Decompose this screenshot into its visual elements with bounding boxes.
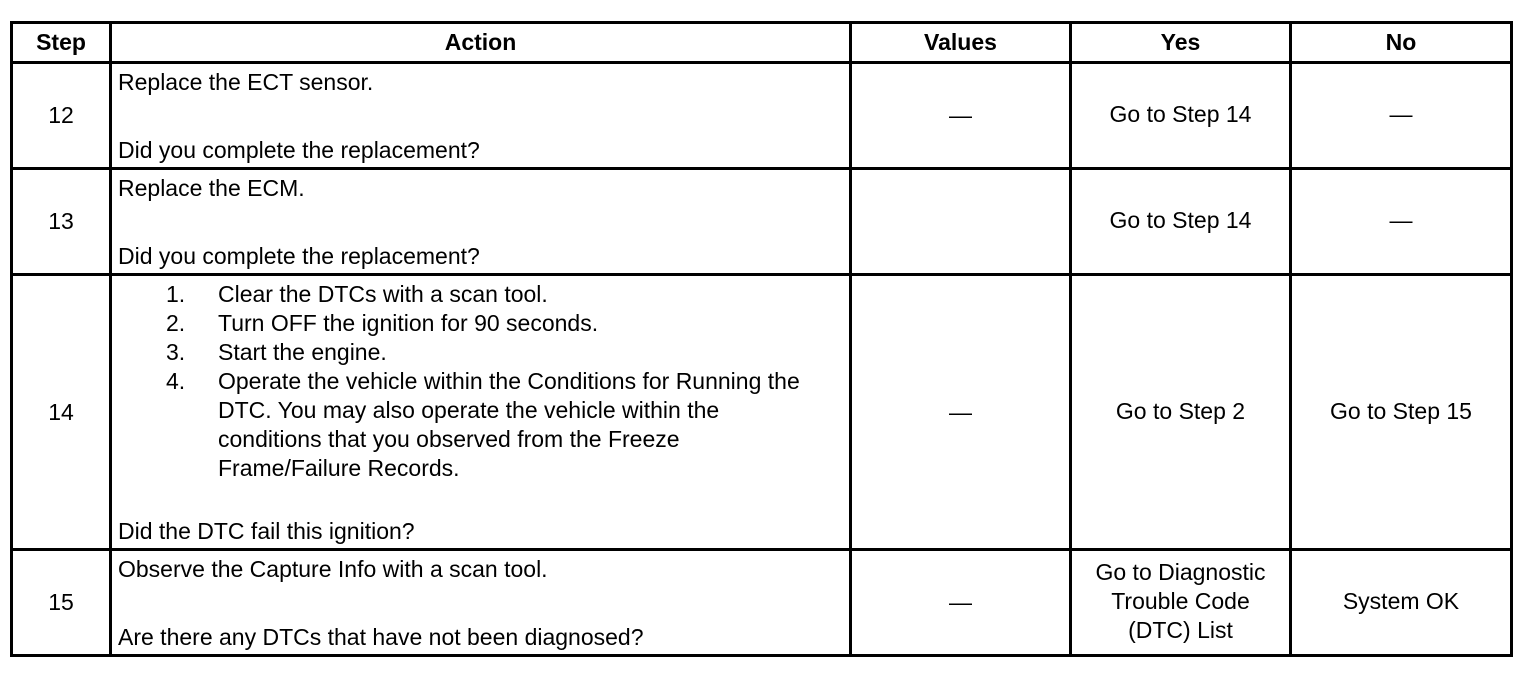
substep-number: 3.	[166, 339, 186, 365]
no-cell	[1291, 275, 1512, 550]
substep-number: 4.	[166, 368, 186, 394]
action-question: Did the DTC fail this ignition?	[118, 518, 415, 544]
action-cell	[111, 63, 851, 169]
header-row	[12, 23, 1512, 63]
header-step: Step	[12, 23, 111, 63]
values-cell: —	[851, 63, 1071, 169]
substep-item	[118, 338, 819, 367]
substep-item	[118, 309, 819, 338]
action-instruction: Replace the ECT sensor.	[118, 69, 374, 95]
diagnostic-table-container	[10, 21, 1513, 657]
no-cell	[1291, 169, 1512, 275]
substep-number: 1.	[166, 281, 186, 307]
no-value: System OK	[1342, 588, 1460, 614]
values-cell: —	[851, 275, 1071, 550]
substep-text: Start the engine.	[218, 339, 387, 365]
action-question: Did you complete the replacement?	[118, 137, 480, 163]
action-cell	[111, 275, 851, 550]
action-cell	[111, 169, 851, 275]
values-cell	[851, 169, 1071, 275]
substep-number: 2.	[166, 310, 186, 336]
yes-link[interactable]: Go to Diagnostic Trouble Code (DTC) List	[1095, 559, 1266, 643]
yes-cell	[1071, 63, 1291, 169]
step-number: 14	[12, 275, 111, 550]
header-yes: Yes	[1071, 23, 1291, 63]
substep-text: Clear the DTCs with a scan tool.	[218, 281, 548, 307]
step-number: 15	[12, 550, 111, 656]
yes-link[interactable]: Go to Step 2	[1115, 397, 1246, 424]
no-cell	[1291, 63, 1512, 169]
action-question: Are there any DTCs that have not been diagnosed?	[118, 624, 644, 650]
header-action: Action	[111, 23, 851, 63]
substep-item	[118, 367, 819, 483]
table-row	[12, 550, 1512, 656]
table-row	[12, 275, 1512, 550]
values-cell: —	[851, 550, 1071, 656]
yes-cell	[1071, 275, 1291, 550]
substep-text: Operate the vehicle within the Conditions for Running the DTC. You may also operate the vehicle within the conditions that you observed from the Freeze Frame/Failure Records.	[218, 368, 800, 481]
step-number: 13	[12, 169, 111, 275]
yes-link[interactable]: Go to Step 14	[1109, 207, 1252, 233]
header-no: No	[1291, 23, 1512, 63]
yes-link[interactable]: Go to Step 14	[1109, 101, 1252, 127]
diagnostic-table	[10, 21, 1513, 657]
action-instruction: Replace the ECM.	[118, 175, 305, 201]
no-value: —	[1389, 101, 1413, 127]
substep-list	[118, 280, 819, 483]
action-question: Did you complete the replacement?	[118, 243, 480, 269]
no-link[interactable]: Go to Step 15	[1330, 397, 1472, 424]
header-values: Values	[851, 23, 1071, 63]
yes-cell	[1071, 169, 1291, 275]
no-value: —	[1389, 207, 1413, 233]
action-cell	[111, 550, 851, 656]
no-cell	[1291, 550, 1512, 656]
action-instruction: Observe the Capture Info with a scan tool.	[118, 556, 548, 582]
step-number: 12	[12, 63, 111, 169]
table-row	[12, 169, 1512, 275]
substep-text: Turn OFF the ignition for 90 seconds.	[218, 310, 599, 336]
substep-item	[118, 280, 819, 309]
table-row	[12, 63, 1512, 169]
yes-cell	[1071, 550, 1291, 656]
